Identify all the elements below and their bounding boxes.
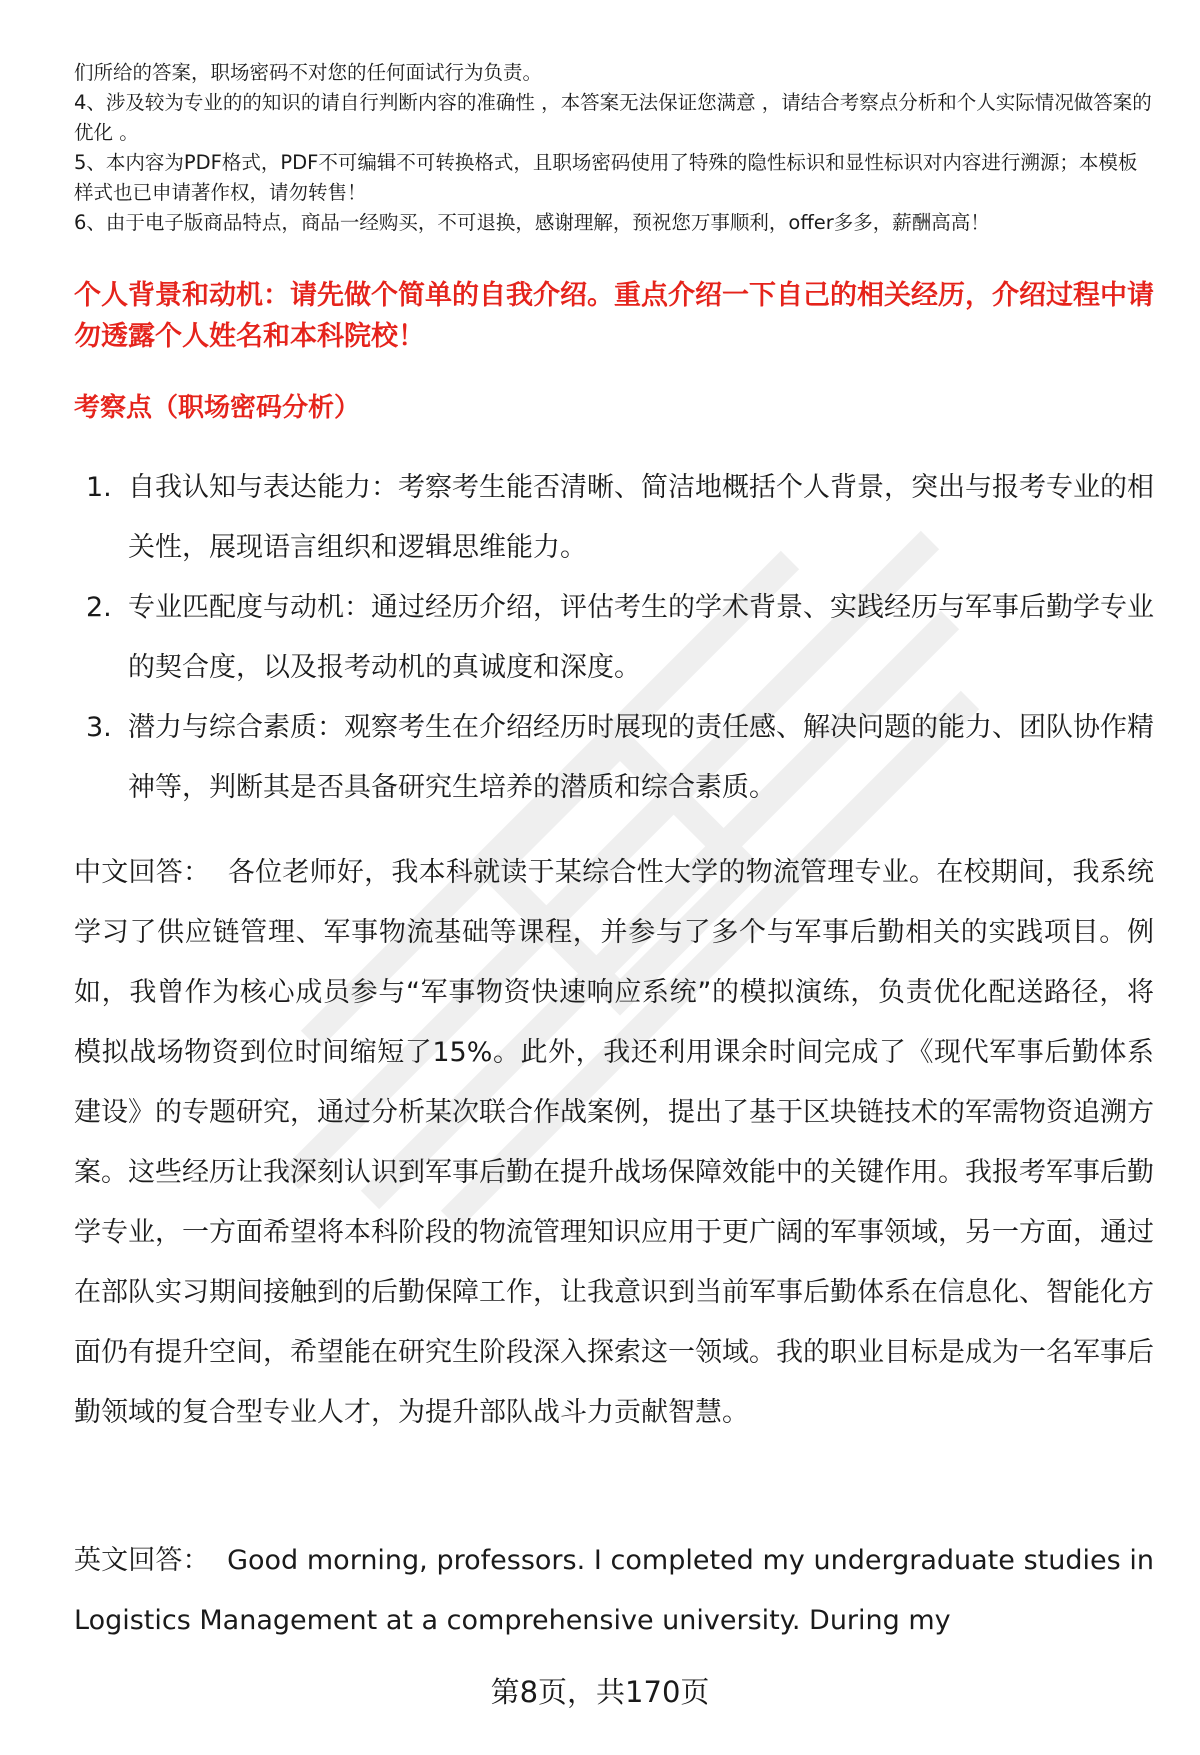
notice-line: 们所给的答案，职场密码不对您的任何面试行为负责。 (74, 61, 543, 84)
page-number: 第8页，共170页 (490, 1675, 710, 1709)
analysis-heading: 考察点（职场密码分析） (74, 393, 361, 423)
list-number: 1. (86, 472, 112, 503)
list-number: 2. (86, 592, 112, 623)
chinese-answer-label: 中文回答： (74, 857, 211, 888)
list-item (74, 458, 1154, 578)
english-answer-text: Good morning, professors. I completed my undergraduate studies in Logistics Management at a comprehensive university. During my (74, 1545, 1154, 1636)
notice-line: 5、本内容为PDF格式，PDF不可编辑不可转换格式，且职场密码使用了特殊的隐性标识和显性标识对内容进行溯源；本模板样式也已申请著作权，请勿转售！ (74, 151, 1138, 204)
analysis-points-list (74, 458, 1154, 818)
notice-block (74, 58, 1154, 238)
notice-line: 6、由于电子版商品特点，商品一经购买，不可退换，感谢理解，预祝您万事顺利，offer多多，薪酬高高！ (74, 211, 990, 234)
english-answer (74, 1531, 1154, 1651)
list-number: 3. (86, 712, 112, 743)
list-text: 专业匹配度与动机：通过经历介绍，评估考生的学术背景、实践经历与军事后勤学专业的契合度，以及报考动机的真诚度和深度。 (128, 592, 1154, 683)
chinese-answer-text: 各位老师好，我本科就读于某综合性大学的物流管理专业。在校期间，我系统学习了供应链管理、军事物流基础等课程，并参与了多个与军事后勤相关的实践项目。例如，我曾作为核心成员参与“军事物资快速响应系统”的模拟演练，负责优化配送路径，将模拟战场物资到位时间缩短了15%。此外，我还利用课余时间完成了《现代军事后勤体系建设》的专题研究，通过分析某次联合作战案例，提出了基于区块链技术的军需物资追溯方案。这些经历让我深刻认识到军事后勤在提升战场保障效能中的关键作用。我报考军事后勤学专业，一方面希望将本科阶段的物流管理知识应用于更广阔的军事领域，另一方面，通过在部队实习期间接触到的后勤保障工作，让我意识到当前军事后勤体系在信息化、智能化方面仍有提升空间，希望能在研究生阶段深入探索这一领域。我的职业目标是成为一名军事后勤领域的复合型专业人才，为提升部队战斗力贡献智慧。 (74, 857, 1155, 1428)
list-text: 潜力与综合素质：观察考生在介绍经历时展现的责任感、解决问题的能力、团队协作精神等，判断其是否具备研究生培养的潜质和综合素质。 (128, 712, 1154, 803)
list-item (74, 698, 1154, 818)
english-answer-label: 英文回答： (74, 1545, 210, 1576)
chinese-answer (74, 843, 1154, 1443)
interview-question: 个人背景和动机：请先做个简单的自我介绍。重点介绍一下自己的相关经历，介绍过程中请勿透露个人姓名和本科院校！ (74, 280, 1154, 352)
notice-line: 4、涉及较为专业的的知识的请自行判断内容的准确性 ，本答案无法保证您满意 ，请结合考察点分析和个人实际情况做答案的优化 。 (74, 91, 1152, 144)
list-text: 自我认知与表达能力：考察考生能否清晰、简洁地概括个人背景，突出与报考专业的相关性，展现语言组织和逻辑思维能力。 (128, 472, 1154, 563)
list-item (74, 578, 1154, 698)
